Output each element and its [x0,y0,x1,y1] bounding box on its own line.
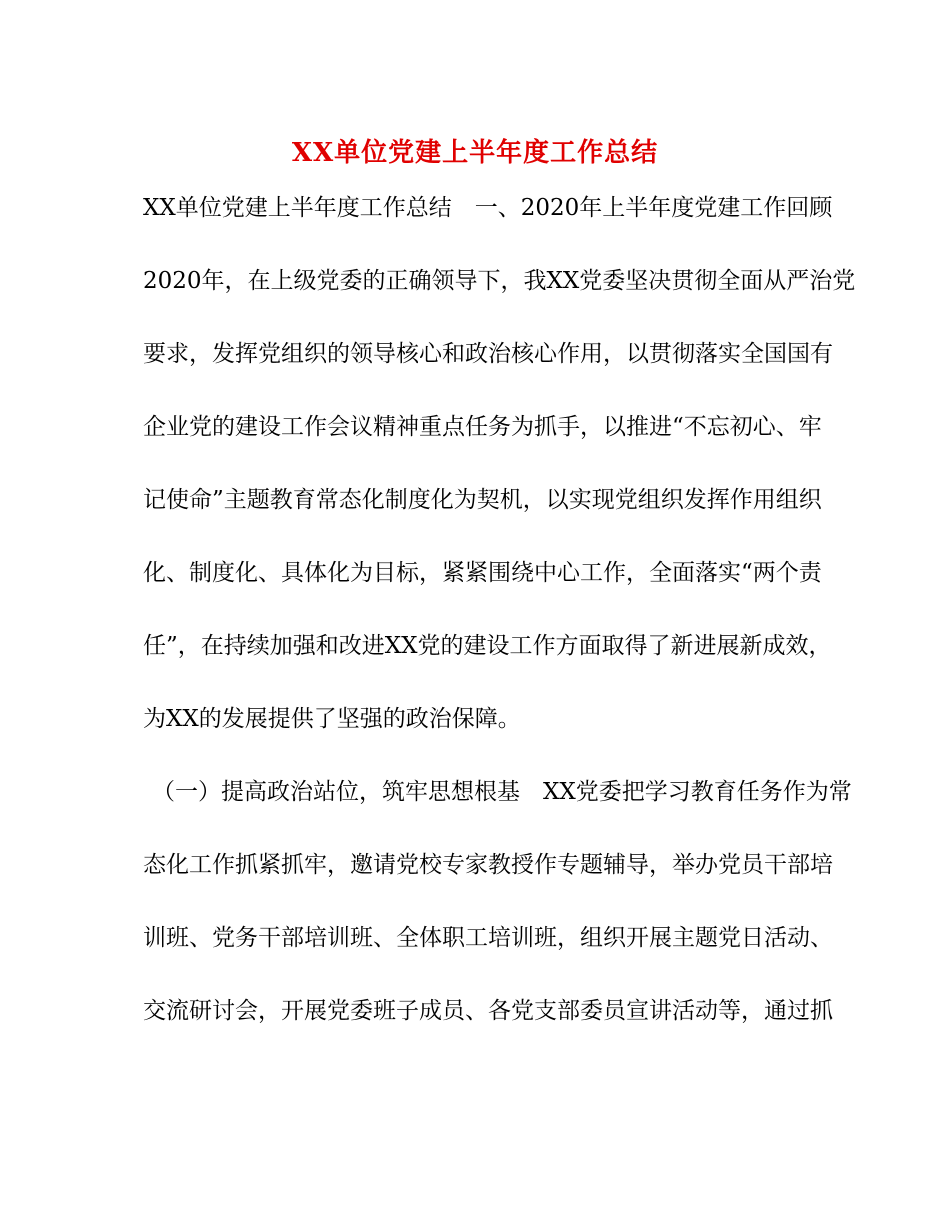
paragraph-line-4: 企业党的建设工作会议精神重点任务为抓手，以推进“不忘初心、牢 [143,414,822,440]
paragraph-line-5: 记使命”主题教育常态化制度化为契机，以实现党组织发挥作用组织 [143,487,822,513]
paragraph-line-7: 任”，在持续加强和改进XX党的建设工作方面取得了新进展新成效， [143,633,832,659]
paragraph-line-3: 要求，发挥党组织的领导核心和政治核心作用，以贯彻落实全国国有 [143,341,833,367]
document-title: XX单位党建上半年度工作总结 [291,138,659,168]
paragraph-line-9: （一）提高政治站位，筑牢思想根基 XX党委把学习教育任务作为常 [152,779,852,805]
paragraph-line-2: 2020年，在上级党委的正确领导下，我XX党委坚决贯彻全面从严治党 [143,268,856,294]
paragraph-line-11: 训班、党务干部培训班、全体职工培训班，组织开展主题党日活动、 [143,925,833,951]
paragraph-line-10: 态化工作抓紧抓牢，邀请党校专家教授作专题辅导，举办党员干部培 [143,852,833,878]
paragraph-line-1: XX单位党建上半年度工作总结 一、2020年上半年度党建工作回顾 [143,195,833,221]
paragraph-line-6: 化、制度化、具体化为目标，紧紧围绕中心工作，全面落实“两个责 [143,560,822,586]
paragraph-line-12: 交流研讨会，开展党委班子成员、各党支部委员宣讲活动等，通过抓 [143,998,833,1024]
paragraph-line-8: 为XX的发展提供了坚强的政治保障。 [143,706,521,732]
